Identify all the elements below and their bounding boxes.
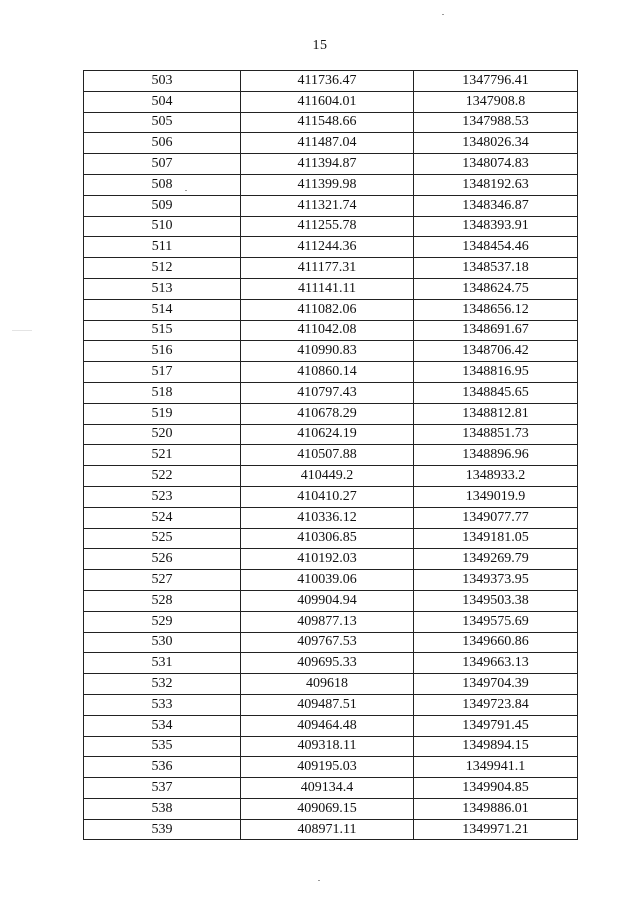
table-row xyxy=(84,570,578,591)
table-row xyxy=(84,362,578,383)
x-coordinate-cell: 410336.12 xyxy=(241,507,414,528)
scan-speck xyxy=(442,14,444,15)
x-coordinate-cell: 408971.11 xyxy=(241,819,414,840)
y-coordinate-cell: 1348537.18 xyxy=(414,258,578,279)
page-number: 15 xyxy=(312,38,328,53)
y-coordinate-cell: 1349886.01 xyxy=(414,798,578,819)
point-number-cell: 516 xyxy=(84,341,241,362)
y-coordinate-cell: 1349019.9 xyxy=(414,486,578,507)
x-coordinate-cell: 410507.88 xyxy=(241,445,414,466)
point-number-cell: 531 xyxy=(84,653,241,674)
point-number-cell: 520 xyxy=(84,424,241,445)
x-coordinate-cell: 409767.53 xyxy=(241,632,414,653)
point-number-cell: 527 xyxy=(84,570,241,591)
x-coordinate-cell: 411177.31 xyxy=(241,258,414,279)
x-coordinate-cell: 409069.15 xyxy=(241,798,414,819)
y-coordinate-cell: 1348812.81 xyxy=(414,403,578,424)
table-row xyxy=(84,299,578,320)
y-coordinate-cell: 1348851.73 xyxy=(414,424,578,445)
coordinate-table-body xyxy=(84,71,578,840)
table-row xyxy=(84,278,578,299)
x-coordinate-cell: 409904.94 xyxy=(241,590,414,611)
x-coordinate-cell: 411548.66 xyxy=(241,112,414,133)
x-coordinate-cell: 409487.51 xyxy=(241,694,414,715)
y-coordinate-cell: 1348074.83 xyxy=(414,154,578,175)
point-number-cell: 534 xyxy=(84,715,241,736)
table-row xyxy=(84,445,578,466)
point-number-cell: 517 xyxy=(84,362,241,383)
point-number-cell: 510 xyxy=(84,216,241,237)
table-row xyxy=(84,694,578,715)
x-coordinate-cell: 411604.01 xyxy=(241,91,414,112)
x-coordinate-cell: 411736.47 xyxy=(241,71,414,92)
x-coordinate-cell: 411399.98 xyxy=(241,174,414,195)
x-coordinate-cell: 410797.43 xyxy=(241,382,414,403)
point-number-cell: 507 xyxy=(84,154,241,175)
x-coordinate-cell: 411394.87 xyxy=(241,154,414,175)
y-coordinate-cell: 1348454.46 xyxy=(414,237,578,258)
point-number-cell: 509 xyxy=(84,195,241,216)
table-row xyxy=(84,528,578,549)
x-coordinate-cell: 410410.27 xyxy=(241,486,414,507)
table-row xyxy=(84,133,578,154)
table-row xyxy=(84,715,578,736)
point-number-cell: 508 xyxy=(84,174,241,195)
x-coordinate-cell: 411141.11 xyxy=(241,278,414,299)
table-row xyxy=(84,466,578,487)
x-coordinate-cell: 410860.14 xyxy=(241,362,414,383)
point-number-cell: 523 xyxy=(84,486,241,507)
y-coordinate-cell: 1348656.12 xyxy=(414,299,578,320)
y-coordinate-cell: 1349077.77 xyxy=(414,507,578,528)
scan-speck xyxy=(185,190,187,191)
table-row xyxy=(84,674,578,695)
table-row xyxy=(84,757,578,778)
scan-speck xyxy=(12,330,32,331)
x-coordinate-cell: 410990.83 xyxy=(241,341,414,362)
table-row xyxy=(84,341,578,362)
y-coordinate-cell: 1348393.91 xyxy=(414,216,578,237)
y-coordinate-cell: 1349791.45 xyxy=(414,715,578,736)
y-coordinate-cell: 1349704.39 xyxy=(414,674,578,695)
x-coordinate-cell: 409618 xyxy=(241,674,414,695)
point-number-cell: 532 xyxy=(84,674,241,695)
table-row xyxy=(84,237,578,258)
table-row xyxy=(84,195,578,216)
point-number-cell: 537 xyxy=(84,778,241,799)
point-number-cell: 529 xyxy=(84,611,241,632)
x-coordinate-cell: 409318.11 xyxy=(241,736,414,757)
table-row xyxy=(84,91,578,112)
x-coordinate-cell: 411244.36 xyxy=(241,237,414,258)
table-row xyxy=(84,382,578,403)
x-coordinate-cell: 411255.78 xyxy=(241,216,414,237)
table-row xyxy=(84,549,578,570)
y-coordinate-cell: 1349660.86 xyxy=(414,632,578,653)
table-row xyxy=(84,819,578,840)
scan-speck xyxy=(318,880,320,881)
point-number-cell: 525 xyxy=(84,528,241,549)
y-coordinate-cell: 1348933.2 xyxy=(414,466,578,487)
y-coordinate-cell: 1349723.84 xyxy=(414,694,578,715)
x-coordinate-cell: 409464.48 xyxy=(241,715,414,736)
point-number-cell: 530 xyxy=(84,632,241,653)
y-coordinate-cell: 1347988.53 xyxy=(414,112,578,133)
table-row xyxy=(84,403,578,424)
table-row xyxy=(84,798,578,819)
table-row xyxy=(84,112,578,133)
y-coordinate-cell: 1348896.96 xyxy=(414,445,578,466)
y-coordinate-cell: 1348624.75 xyxy=(414,278,578,299)
x-coordinate-cell: 410039.06 xyxy=(241,570,414,591)
point-number-cell: 515 xyxy=(84,320,241,341)
point-number-cell: 518 xyxy=(84,382,241,403)
y-coordinate-cell: 1349663.13 xyxy=(414,653,578,674)
x-coordinate-cell: 410449.2 xyxy=(241,466,414,487)
y-coordinate-cell: 1349575.69 xyxy=(414,611,578,632)
table-row xyxy=(84,507,578,528)
y-coordinate-cell: 1349941.1 xyxy=(414,757,578,778)
y-coordinate-cell: 1349904.85 xyxy=(414,778,578,799)
point-number-cell: 536 xyxy=(84,757,241,778)
table-row xyxy=(84,611,578,632)
table-row xyxy=(84,320,578,341)
point-number-cell: 522 xyxy=(84,466,241,487)
y-coordinate-cell: 1349269.79 xyxy=(414,549,578,570)
y-coordinate-cell: 1347796.41 xyxy=(414,71,578,92)
x-coordinate-cell: 411321.74 xyxy=(241,195,414,216)
y-coordinate-cell: 1348845.65 xyxy=(414,382,578,403)
table-row xyxy=(84,154,578,175)
y-coordinate-cell: 1349503.38 xyxy=(414,590,578,611)
table-row xyxy=(84,216,578,237)
coordinate-table xyxy=(83,70,578,840)
x-coordinate-cell: 409695.33 xyxy=(241,653,414,674)
table-row xyxy=(84,736,578,757)
x-coordinate-cell: 411042.08 xyxy=(241,320,414,341)
point-number-cell: 512 xyxy=(84,258,241,279)
y-coordinate-cell: 1348706.42 xyxy=(414,341,578,362)
x-coordinate-cell: 410624.19 xyxy=(241,424,414,445)
y-coordinate-cell: 1348192.63 xyxy=(414,174,578,195)
y-coordinate-cell: 1348816.95 xyxy=(414,362,578,383)
x-coordinate-cell: 409877.13 xyxy=(241,611,414,632)
x-coordinate-cell: 410306.85 xyxy=(241,528,414,549)
x-coordinate-cell: 410192.03 xyxy=(241,549,414,570)
x-coordinate-cell: 411487.04 xyxy=(241,133,414,154)
point-number-cell: 528 xyxy=(84,590,241,611)
point-number-cell: 524 xyxy=(84,507,241,528)
table-row xyxy=(84,653,578,674)
point-number-cell: 519 xyxy=(84,403,241,424)
point-number-cell: 521 xyxy=(84,445,241,466)
x-coordinate-cell: 411082.06 xyxy=(241,299,414,320)
point-number-cell: 539 xyxy=(84,819,241,840)
point-number-cell: 533 xyxy=(84,694,241,715)
point-number-cell: 538 xyxy=(84,798,241,819)
table-row xyxy=(84,778,578,799)
y-coordinate-cell: 1349373.95 xyxy=(414,570,578,591)
x-coordinate-cell: 409195.03 xyxy=(241,757,414,778)
point-number-cell: 505 xyxy=(84,112,241,133)
y-coordinate-cell: 1349181.05 xyxy=(414,528,578,549)
table-row xyxy=(84,590,578,611)
y-coordinate-cell: 1348691.67 xyxy=(414,320,578,341)
point-number-cell: 526 xyxy=(84,549,241,570)
y-coordinate-cell: 1348026.34 xyxy=(414,133,578,154)
y-coordinate-cell: 1348346.87 xyxy=(414,195,578,216)
x-coordinate-cell: 410678.29 xyxy=(241,403,414,424)
table-row xyxy=(84,71,578,92)
table-row xyxy=(84,486,578,507)
point-number-cell: 513 xyxy=(84,278,241,299)
table-row xyxy=(84,258,578,279)
y-coordinate-cell: 1349971.21 xyxy=(414,819,578,840)
point-number-cell: 504 xyxy=(84,91,241,112)
y-coordinate-cell: 1349894.15 xyxy=(414,736,578,757)
point-number-cell: 535 xyxy=(84,736,241,757)
point-number-cell: 514 xyxy=(84,299,241,320)
table-row xyxy=(84,174,578,195)
point-number-cell: 511 xyxy=(84,237,241,258)
point-number-cell: 503 xyxy=(84,71,241,92)
y-coordinate-cell: 1347908.8 xyxy=(414,91,578,112)
table-row xyxy=(84,424,578,445)
point-number-cell: 506 xyxy=(84,133,241,154)
table-row xyxy=(84,632,578,653)
x-coordinate-cell: 409134.4 xyxy=(241,778,414,799)
